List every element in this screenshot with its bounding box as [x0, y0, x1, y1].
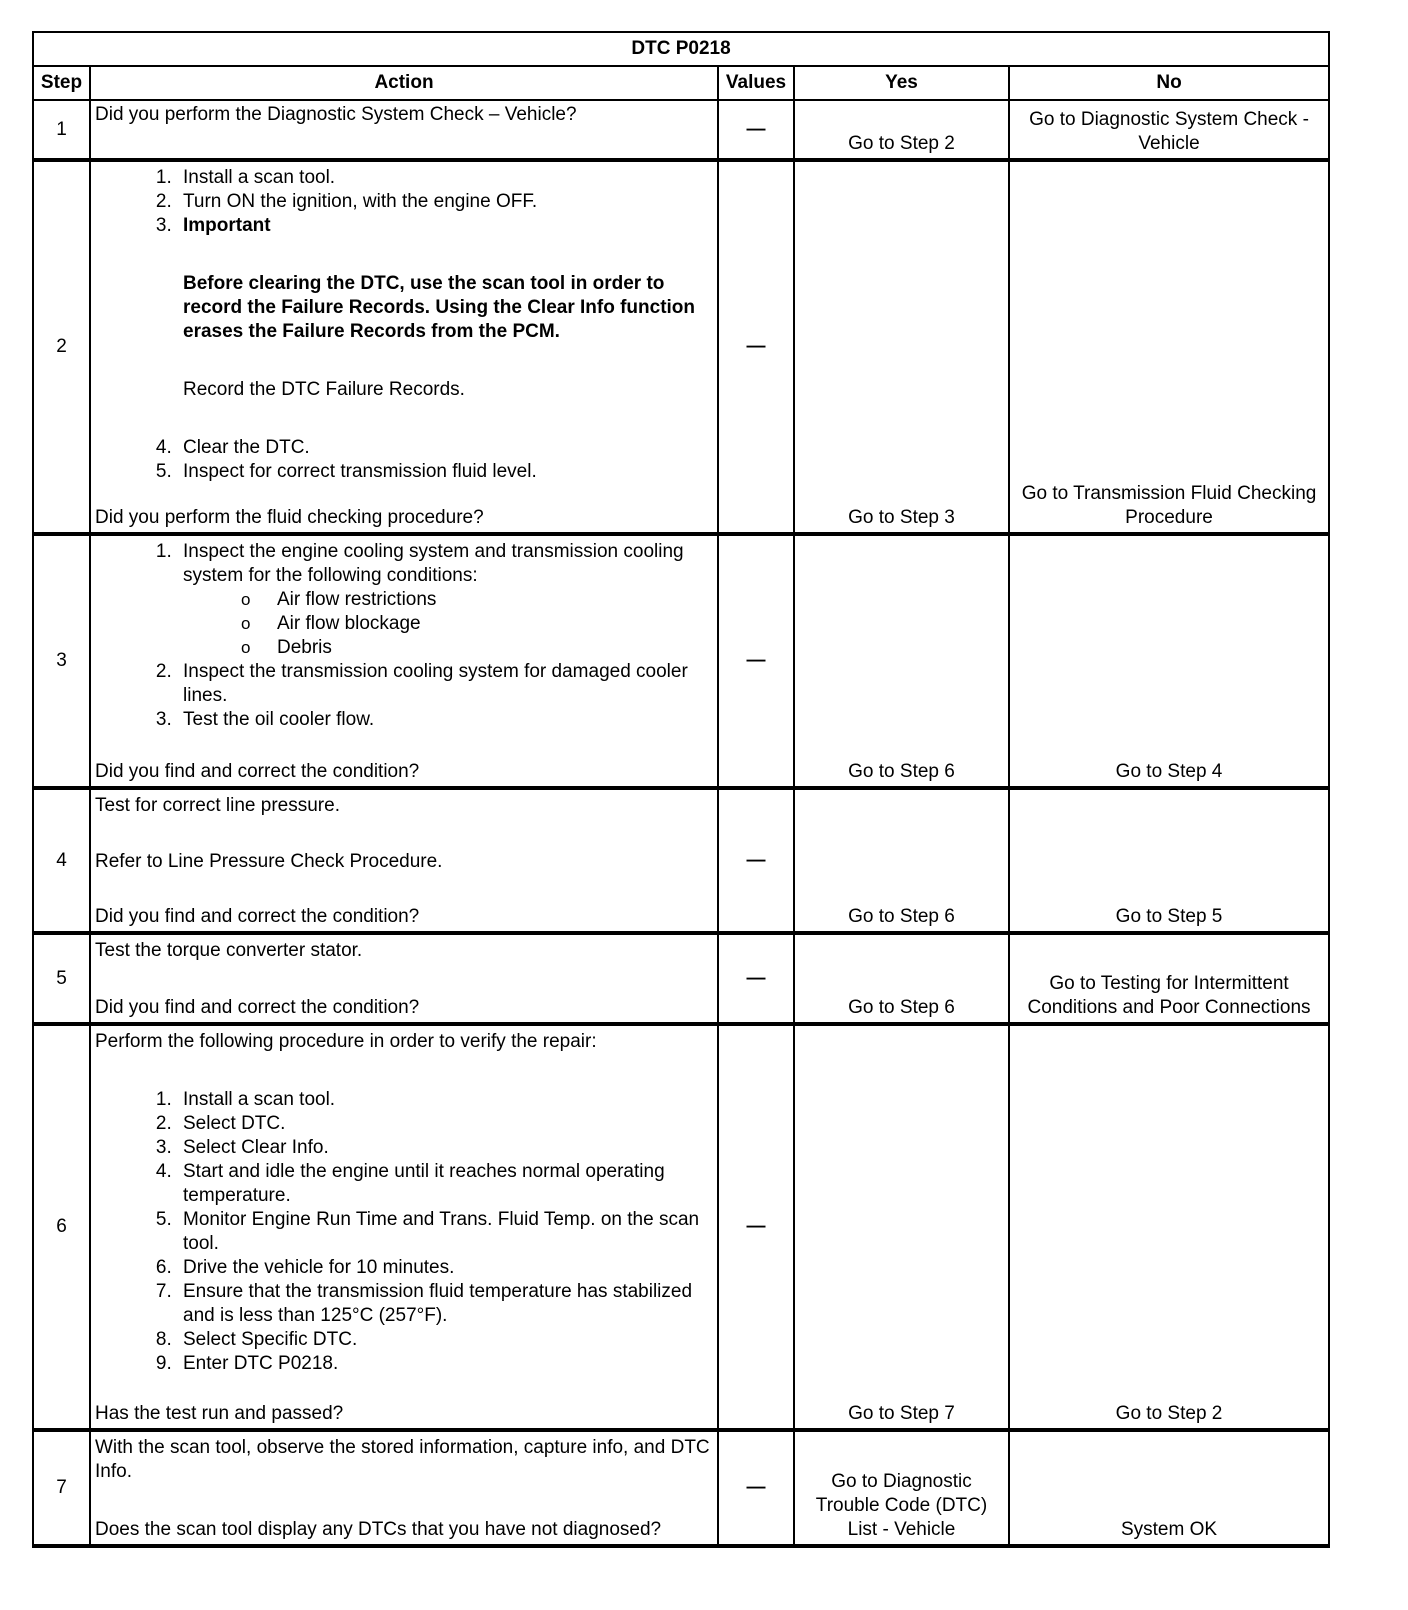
no-action-text: Go to Diagnostic System Check - Vehicle	[1029, 109, 1309, 154]
list-item: 2. Inspect the transmission cooling system for damaged cooler lines.	[177, 660, 711, 708]
yes-action-text: Go to Diagnostic Trouble Code (DTC) List - Vehicle	[815, 1471, 988, 1540]
yes-action: Go to Step 6	[794, 788, 1009, 933]
table-row	[33, 788, 1329, 933]
yes-action: Go to Step 7	[794, 1024, 1009, 1430]
sub-list-item: o Air flow restrictions	[271, 588, 711, 612]
list-item: 8. Select Specific DTC.	[177, 1328, 711, 1352]
step-number: 4	[33, 788, 90, 933]
header-yes: Yes	[794, 66, 1009, 100]
value-dash: —	[718, 1024, 794, 1430]
action-cell	[90, 788, 718, 933]
no-action-text: Go to Transmission Fluid Checking Procedure	[1021, 483, 1317, 528]
action-cell	[90, 160, 718, 534]
yes-action: Go to Step 6	[794, 933, 1009, 1024]
procedure-list	[95, 1088, 711, 1376]
condition-list	[183, 588, 711, 660]
no-action: Go to Step 2	[1009, 1024, 1329, 1430]
list-item: 9. Enter DTC P0218.	[177, 1352, 711, 1376]
question-text: Did you find and correct the condition?	[95, 906, 420, 927]
header-values: Values	[718, 66, 794, 100]
action-cell	[90, 1024, 718, 1430]
header-action: Action	[90, 66, 718, 100]
step-number: 5	[33, 933, 90, 1024]
header-no: No	[1009, 66, 1329, 100]
question-text: Does the scan tool display any DTCs that you have not diagnosed?	[95, 1519, 662, 1540]
table-row	[33, 100, 1329, 160]
table-row	[33, 160, 1329, 534]
step-number: 3	[33, 534, 90, 788]
step-number: 1	[33, 100, 90, 160]
action-text: Test the torque converter stator.	[95, 940, 363, 961]
value-dash: —	[718, 933, 794, 1024]
table-row	[33, 933, 1329, 1024]
list-item: 5. Monitor Engine Run Time and Trans. Fluid Temp. on the scan tool.	[177, 1208, 711, 1256]
list-item: 4. Clear the DTC.	[177, 436, 711, 460]
no-action: System OK	[1009, 1430, 1329, 1546]
list-item: 6. Drive the vehicle for 10 minutes.	[177, 1256, 711, 1280]
question-text: Did you find and correct the condition?	[95, 997, 420, 1018]
action-text: Refer to Line Pressure Check Procedure.	[95, 851, 443, 872]
yes-action: Go to Step 2	[794, 100, 1009, 160]
action-cell	[90, 1430, 718, 1546]
list-item: 1. Install a scan tool.	[177, 1088, 711, 1112]
record-instruction: Record the DTC Failure Records.	[183, 379, 465, 400]
list-item: 3. Test the oil cooler flow.	[177, 708, 711, 732]
no-action-text: Go to Testing for Intermittent Conditions and Poor Connections	[1027, 973, 1311, 1018]
table-row	[33, 1024, 1329, 1430]
question-text: Did you perform the fluid checking procedure?	[95, 507, 484, 528]
important-label: Important	[183, 215, 271, 236]
list-item: 4. Start and idle the engine until it reaches normal operating temperature.	[177, 1160, 711, 1208]
question-text: Did you find and correct the condition?	[95, 761, 420, 782]
table-row	[33, 534, 1329, 788]
value-dash: —	[718, 534, 794, 788]
step-number: 7	[33, 1430, 90, 1546]
step-number: 2	[33, 160, 90, 534]
no-action: Go to Step 4	[1009, 534, 1329, 788]
table-title: DTC P0218	[33, 32, 1329, 66]
action-text: With the scan tool, observe the stored information, capture info, and DTC Info.	[95, 1437, 710, 1482]
yes-action: Go to Step 3	[794, 160, 1009, 534]
list-item: 2. Select DTC.	[177, 1112, 711, 1136]
question-text: Has the test run and passed?	[95, 1403, 344, 1424]
value-dash: —	[718, 788, 794, 933]
question-text: Did you perform the Diagnostic System Check – Vehicle?	[95, 104, 577, 125]
no-action	[1009, 160, 1329, 534]
procedure-intro: Perform the following procedure in order to verify the repair:	[95, 1031, 597, 1052]
header-step: Step	[33, 66, 90, 100]
value-dash: —	[718, 1430, 794, 1546]
action-text: Test for correct line pressure.	[95, 795, 340, 816]
no-action: Go to Step 5	[1009, 788, 1329, 933]
action-cell	[90, 534, 718, 788]
list-item	[177, 214, 711, 402]
yes-action: Go to Step 6	[794, 534, 1009, 788]
list-item: 5. Inspect for correct transmission fluid level.	[177, 460, 711, 484]
action-cell	[90, 933, 718, 1024]
value-dash: —	[718, 100, 794, 160]
list-item	[177, 540, 711, 660]
procedure-list	[95, 540, 711, 732]
list-item: 2. Turn ON the ignition, with the engine OFF.	[177, 190, 711, 214]
value-dash: —	[718, 160, 794, 534]
action-cell	[90, 100, 718, 160]
table-row	[33, 1430, 1329, 1546]
yes-action	[794, 1430, 1009, 1546]
important-note: Before clearing the DTC, use the scan tool in order to record the Failure Records. Using the Clear Info function erases the Failure Records from the PCM.	[183, 273, 696, 342]
list-item-text: Inspect the engine cooling system and transmission cooling system for the following conditions:	[183, 541, 684, 586]
list-item: 7. Ensure that the transmission fluid temperature has stabilized and is less than 125°C (257°F).	[177, 1280, 711, 1328]
no-action	[1009, 100, 1329, 160]
sub-list-item: o Debris	[271, 636, 711, 660]
step-number: 6	[33, 1024, 90, 1430]
list-item: 3. Select Clear Info.	[177, 1136, 711, 1160]
procedure-list	[95, 166, 711, 484]
no-action	[1009, 933, 1329, 1024]
spacer	[95, 1054, 711, 1088]
sub-list-item: o Air flow blockage	[271, 612, 711, 636]
list-item: 1. Install a scan tool.	[177, 166, 711, 190]
dtc-table	[32, 31, 1330, 1548]
